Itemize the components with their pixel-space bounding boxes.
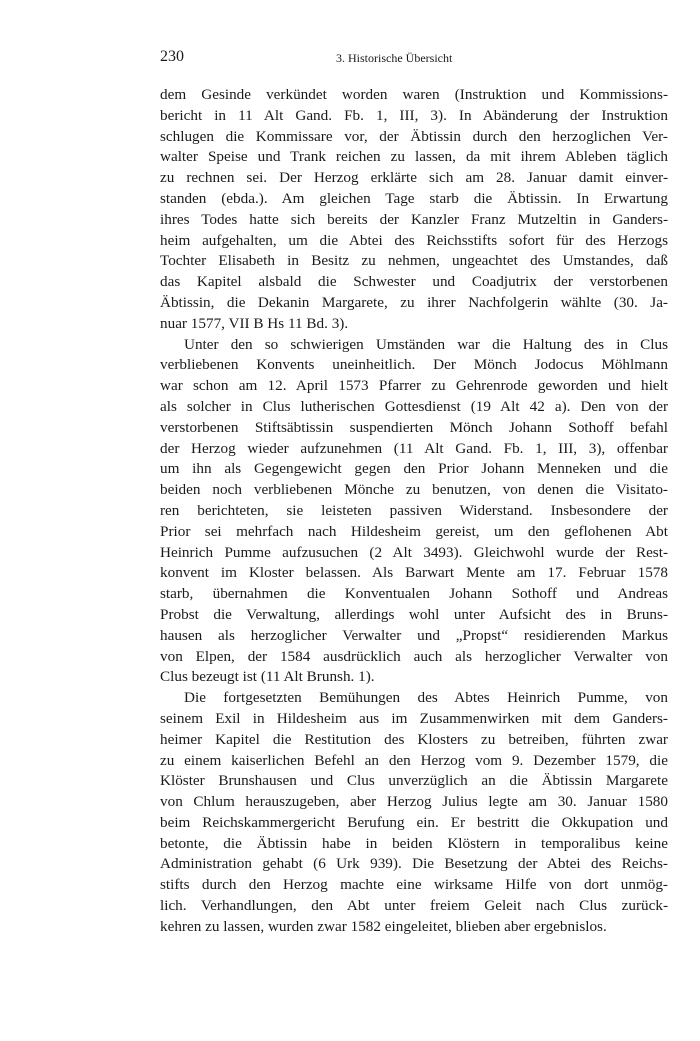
text-line: walter Speise und Trank reichen zu lassen, da mit ihrem Ableben täglich <box>160 148 668 166</box>
text-line: zu rechnen sei. Der Herzog erklärte sich am 28. Januar damit einver- <box>160 169 668 187</box>
text-line: heimer Kapitel die Restitution des Klosters zu betreiben, führten zwar <box>160 730 668 748</box>
text-line: beim Reichskammergericht Berufung ein. Er bestritt die Okkupation und <box>160 813 668 831</box>
text-line: von Chlum herauszugeben, aber Herzog Julius legte am 30. Januar 1580 <box>160 793 668 811</box>
body-text <box>160 85 668 938</box>
text-line: nuar 1577, VII B Hs 11 Bd. 3). <box>160 314 349 332</box>
text-line: heim aufgehalten, um die Abtei des Reichsstifts sofort für des Herzogs <box>160 231 668 249</box>
running-head <box>160 48 668 70</box>
text-line: dem Gesinde verkündet worden waren (Instruktion und Kommissions- <box>160 86 668 103</box>
text-line: Heinrich Pumme aufzusuchen (2 Alt 3493). Gleichwohl wurde der Rest- <box>160 543 668 561</box>
text-line: zu einem kaiserlichen Befehl an den Herzog vom 9. Dezember 1579, die <box>160 751 668 769</box>
text-line: Äbtissin, die Dekanin Margarete, zu ihrer Nachfolgerin wählte (30. Ja- <box>160 293 668 311</box>
text-line: Administration gehabt (6 Urk 939). Die Besetzung der Abtei des Reichs- <box>160 855 668 873</box>
text-line: hausen als herzoglicher Verwalter und „Propst“ residierenden Markus <box>160 626 668 644</box>
text-line: beiden noch verbliebenen Mönche zu benutzen, von denen die Visitato- <box>160 481 668 499</box>
text-line: betonte, die Äbtissin habe in beiden Klöstern in temporalibus keine <box>160 834 668 852</box>
text-line: Clus bezeugt ist (11 Alt Brunsh. 1). <box>160 668 375 686</box>
page-number: 230 <box>160 48 184 65</box>
text-line: kehren zu lassen, wurden zwar 1582 eingeleitet, blieben aber ergebnislos. <box>160 917 607 935</box>
text-line: verbliebenen Konvents uneinheitlich. Der Mönch Jodocus Möhlmann <box>160 356 668 374</box>
text-line: schlugen die Kommissare vor, der Äbtissin durch den herzoglichen Ver- <box>160 127 668 145</box>
text-line: ren berichteten, sie leisteten passiven Widerstand. Insbesondere der <box>160 501 668 519</box>
text-line: um ihn als Gegengewicht gegen den Prior Johann Menneken und die <box>160 460 668 478</box>
text-line: Klöster Brunshausen und Clus unverzüglich an die Äbtissin Margarete <box>160 772 668 790</box>
text-line: der Herzog wieder aufzunehmen (11 Alt Gand. Fb. 1, III, 3), offenbar <box>160 439 668 457</box>
text-line: Die fortgesetzten Bemühungen des Abtes Heinrich Pumme, von <box>184 689 668 707</box>
text-line: als solcher in Clus lutherischen Gottesdienst (19 Alt 42 a). Den von der <box>160 397 668 415</box>
text-line: Unter den so schwierigen Umständen war die Haltung des in Clus <box>184 335 668 353</box>
text-line: Probst die Verwaltung, allerdings wohl unter Aufsicht des in Bruns- <box>160 605 668 623</box>
text-line: Prior sei mehrfach nach Hildesheim gereist, um den geflohenen Abt <box>160 522 668 540</box>
text-line: das Kapitel alsbald die Schwester und Coadjutrix der verstorbenen <box>160 273 668 291</box>
paragraph <box>160 688 668 938</box>
text-line: stifts durch den Herzog machte eine wirksame Hilfe von dort unmög- <box>160 876 668 894</box>
text-line: lich. Verhandlungen, den Abt unter freiem Geleit nach Clus zurück- <box>160 897 668 915</box>
text-line: starb, übernahmen die Konventualen Johann Sothoff und Andreas <box>160 585 668 603</box>
paragraph <box>160 85 668 335</box>
text-line: war schon am 12. April 1573 Pfarrer zu Gehrenrode geworden und hielt <box>160 377 668 395</box>
text-line: seinem Exil in Hildesheim aus im Zusammenwirken mit dem Ganders- <box>160 709 668 727</box>
text-line: konvent im Kloster belassen. Als Barwart Mente am 17. Februar 1578 <box>160 564 668 582</box>
text-line: bericht in 11 Alt Gand. Fb. 1, III, 3). In Abänderung der Instruktion <box>160 106 668 124</box>
text-line: Tochter Elisabeth in Besitz zu nehmen, ungeachtet des Umstandes, daß <box>160 252 668 270</box>
text-line: von Elpen, der 1584 ausdrücklich auch als herzoglicher Verwalter von <box>160 647 668 665</box>
paragraph <box>160 335 668 689</box>
text-line: standen (ebda.). Am gleichen Tage starb die Äbtissin. In Erwartung <box>160 189 668 207</box>
text-line: ihres Todes hatte sich bereits der Kanzler Franz Mutzeltin in Ganders- <box>160 210 668 228</box>
section-title: 3. Historische Übersicht <box>336 51 453 65</box>
text-line: verstorbenen Stiftsäbtissin suspendierten Mönch Johann Sothoff befahl <box>160 418 668 436</box>
